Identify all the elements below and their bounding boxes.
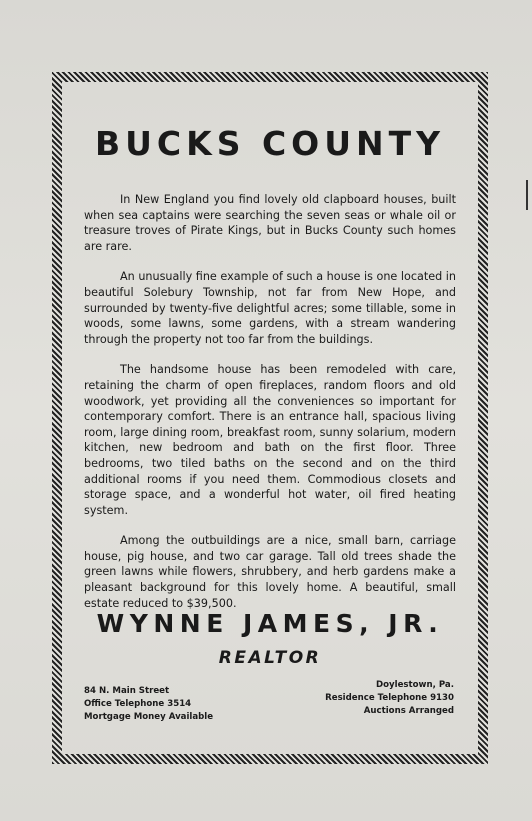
paragraph-3: The handsome house has been remodeled with care, retaining the charm of open fireplaces, random floors and old woodwork, yet providing all the conveniences so important for contemporary comfort. There is an entrance hall, spacious living room, large dining room, breakfast room, sunny solarium, modern kitchen, new bedroom and bath on the first floor. Three bedrooms, two tiled baths on the second and on the third additional rooms if you need them. Commodious closets and storage space, and a wonderful hot water, oil fired heating system. (84, 363, 456, 517)
paragraph-1: In New England you find lovely old clapboard houses, built when sea captains were searching the seven seas or whale oil or treasure troves of Pirate Kings, but in Bucks County such homes are rare. (84, 193, 456, 253)
agent-title: REALTOR (218, 648, 322, 668)
auctions-note: Auctions Arranged (363, 706, 454, 716)
agent-name: WYNNE JAMES, JR. (96, 609, 444, 638)
city: Doylestown, Pa. (376, 680, 454, 690)
page-edge-mark (526, 180, 528, 210)
ad-body (84, 192, 456, 626)
residence-phone: Residence Telephone 9130 (325, 693, 454, 703)
mortgage-note: Mortgage Money Available (84, 712, 214, 722)
paragraph-2: An unusually fine example of such a house is one located in beautiful Solebury Township, not far from New Hope, and surrounded by twenty-five delightful acres; some tillable, some in woods, some lawns, some gardens, with a stream wandering through the property not too far from the buildings. (84, 270, 456, 346)
contact-right (325, 679, 454, 718)
advertisement (62, 82, 478, 754)
ad-title: BUCKS COUNTY (94, 124, 446, 163)
paragraph-4: Among the outbuildings are a nice, small barn, carriage house, pig house, and two car garage. Tall old trees shade the green lawns while flowers, shrubbery, and herb gardens make a pleasant background for this lovely home. A beautiful, small estate reduced to $39,500. (84, 534, 456, 610)
office-phone: Office Telephone 3514 (84, 699, 192, 709)
office-address: 84 N. Main Street (84, 686, 170, 696)
contact-left (84, 685, 213, 724)
